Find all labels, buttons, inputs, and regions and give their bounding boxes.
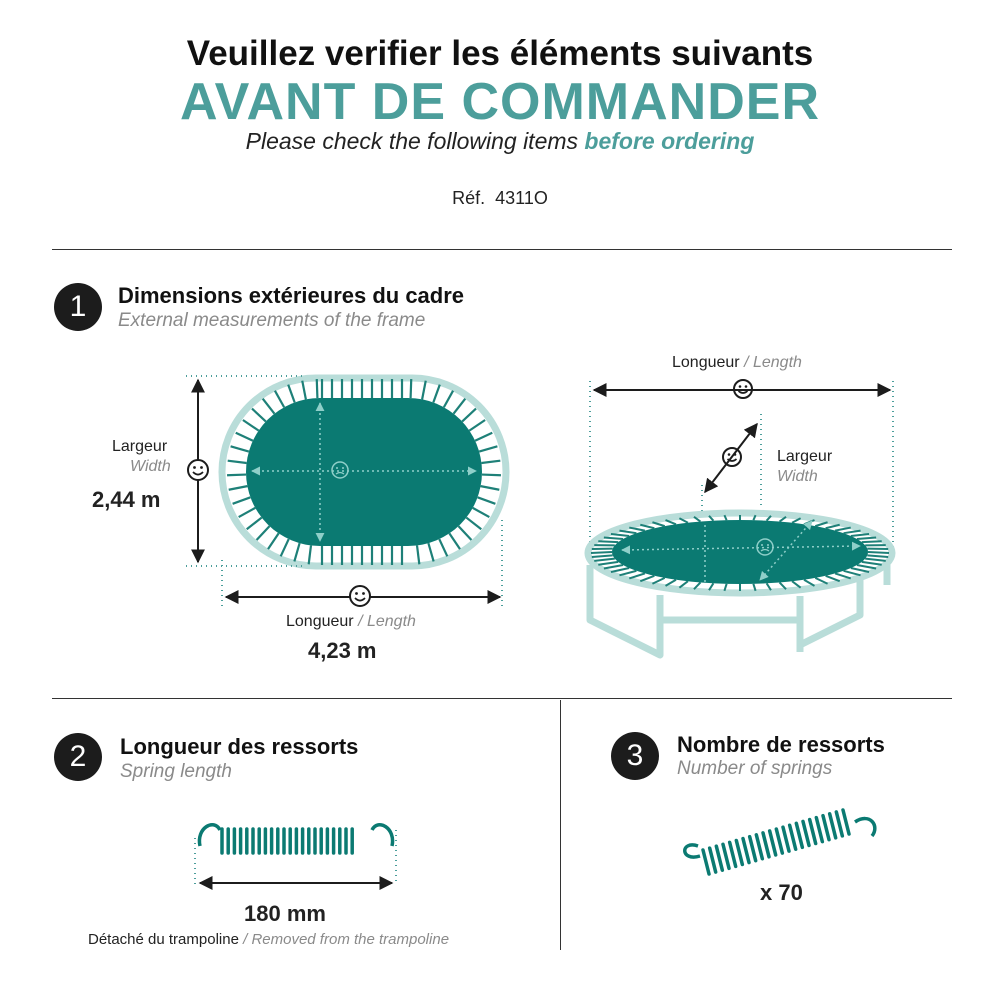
section2-title: Longueur des ressorts [120,734,359,759]
right-width-label-en: Width [777,468,818,485]
right-length-label-en: / Length [744,354,802,371]
spring-note-fr: Détaché du trampoline [88,931,239,948]
width-value: 2,44 m [92,487,161,512]
page-headline: AVANT DE COMMANDER [179,73,821,131]
right-length-label-fr: Longueur [672,354,740,371]
subtitle-prefix: Please check the following items [245,128,579,154]
spring-note-en: / Removed from the trampoline [243,931,450,948]
trampoline-top-view [186,376,506,606]
spring-illustration-length [195,825,396,885]
subtitle-emphasis: before ordering [584,128,755,154]
spring-illustration-count [685,810,875,874]
spring-length-unit: mm [286,901,326,926]
step-badge-2: 2 [54,733,102,781]
smiley-icon [188,460,208,480]
reference-label: Réf. [452,188,486,208]
step-badge-3: 3 [611,732,659,780]
spring-length-number: 180 [244,901,281,926]
section1-title: Dimensions extérieures du cadre [118,283,465,308]
top-view-mat [246,398,482,546]
right-width-label: Largeur [777,448,833,465]
width-label: Largeur [112,438,168,455]
page-title: Veuillez verifier les éléments suivants [186,34,814,73]
spring-count: x 70 [760,880,803,905]
right-width-arrow [705,424,757,492]
section3-title: Nombre de ressorts [677,732,885,757]
width-label-en: Width [130,458,171,475]
smiley-icon [350,586,370,606]
reference-value: 4311O [495,188,548,208]
section2-subtitle: Spring length [120,761,232,782]
section1-subtitle: External measurements of the frame [118,310,426,331]
length-value: 4,23 m [308,638,377,663]
step-badge-1: 1 [54,283,102,331]
trampoline-perspective-view [588,381,893,655]
length-label-fr: Longueur [286,613,354,630]
section3-subtitle: Number of springs [677,758,833,779]
length-label-en: / Length [358,613,416,630]
